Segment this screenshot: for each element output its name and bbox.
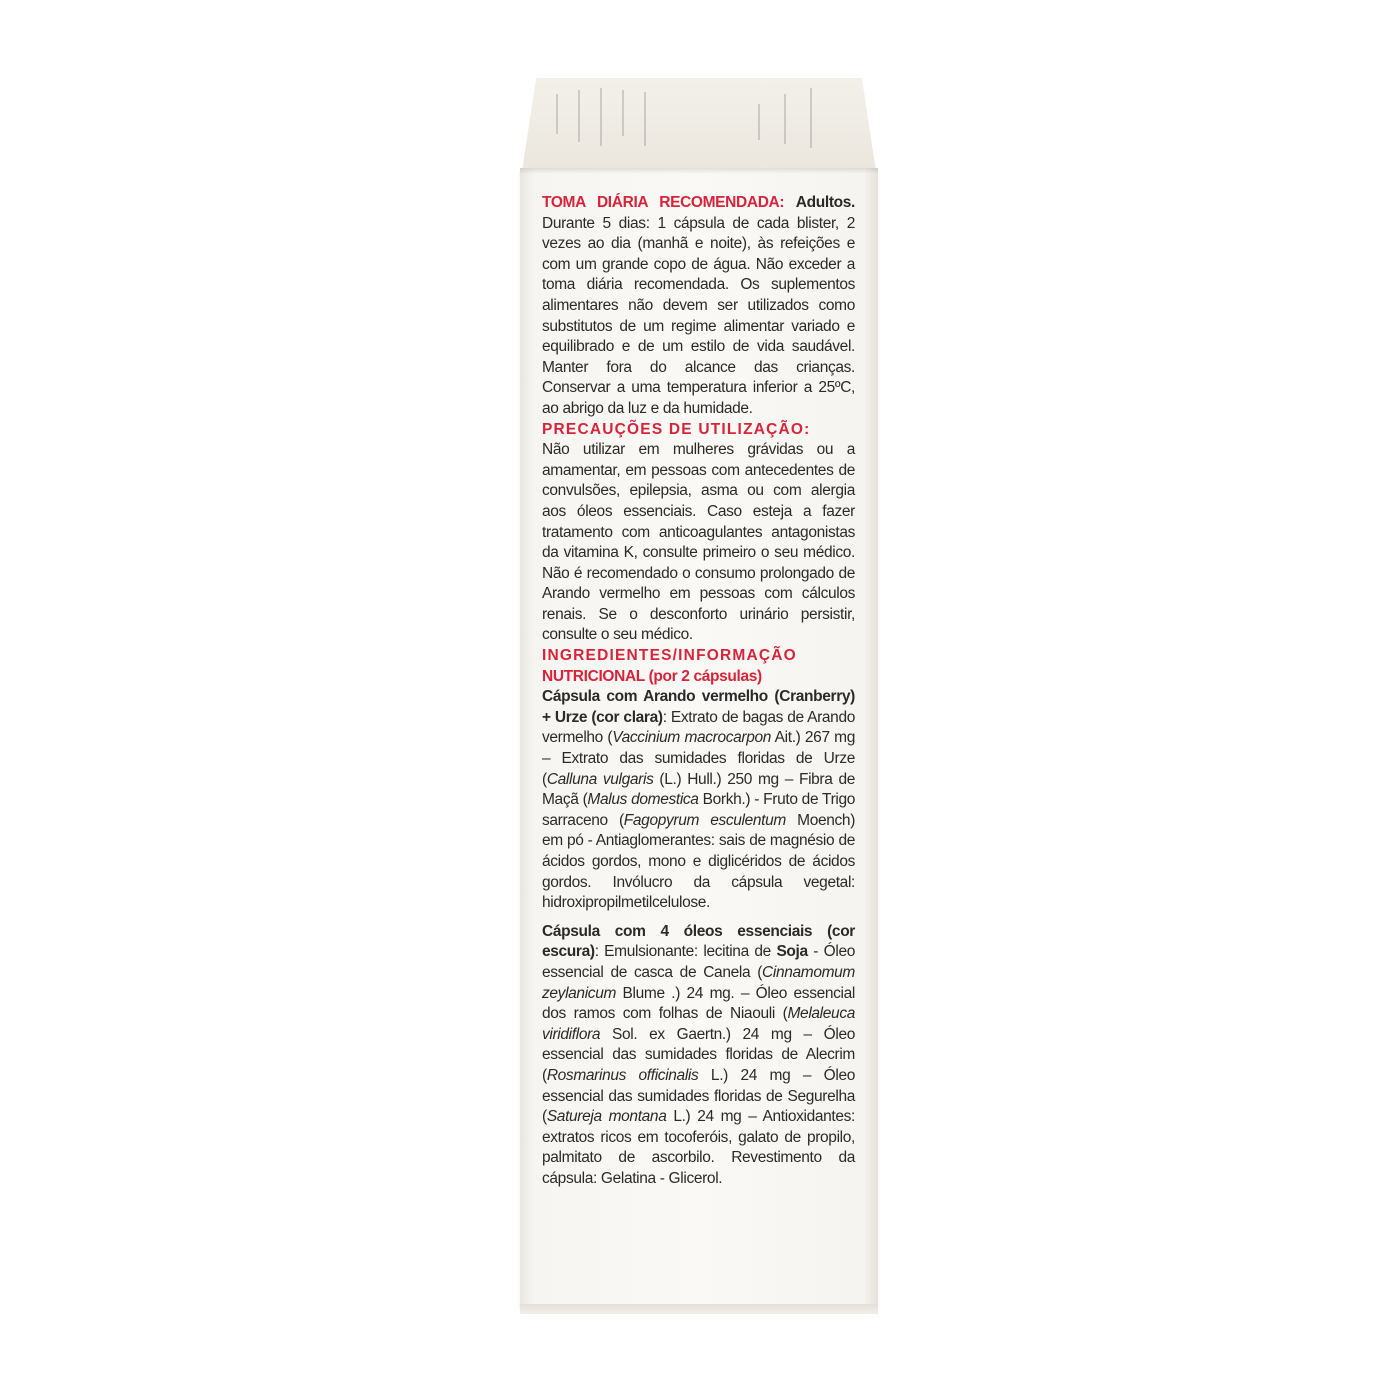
dosage-paragraph	[542, 193, 855, 420]
capsule2-text-1: : Emulsionante: lecitina de	[594, 943, 777, 961]
capsule1-text-4: Borkh.) - Fruto de Trigo sarraceno (	[542, 791, 856, 829]
capsule1-latin-4: Fagopyrum esculentum	[623, 811, 786, 829]
dosage-body: Durante 5 dias: 1 cápsula de cada blister, 2 vezes ao dia (manhã e noite), às refeições e com um grande copo de água. Não exceder a toma diária recomendada. Os suplementos alimentares não devem ser utilizados como substitutos de um regime alimentar variado e equilibrado e de um estilo de vida saudável. Manter fora do alcance das crianças. Conservar a uma temperatura inferior a 25ºC, ao abrigo da luz e da humidade.	[542, 214, 855, 417]
precautions-body: Não utilizar em mulheres grávidas ou a amamentar, em pessoas com antecedentes de convulsões, epilepsia, asma ou com alergia aos óleos essenciais. Caso esteja a fazer tratamento com anticoagulantes antagonistas da vitamina K, consulte primeiro o seu médico. Não é recomendado o consumo prolongado de Arando vermelho em pessoas com cálculos renais. Se o desconforto urinário persistir, consulte o seu médico.	[542, 441, 855, 644]
box-bottom-edge	[520, 1304, 878, 1314]
dosage-audience: Adultos.	[795, 194, 855, 211]
ingredients-subheading: NUTRICIONAL (por 2 cápsulas)	[542, 667, 762, 685]
capsule1-text-5: Moench) em pó - Antiaglomerantes: sais de magnésio de ácidos gordos, mono e diglicéridos de ácidos gordos. Invólucro da cápsula vegetal: hidroxipropilmetilcelulose.	[542, 811, 856, 912]
box-top-flap-print	[548, 84, 848, 154]
capsule1-text-3: (L.) Hull.) 250 mg – Fibra de Maçã (	[542, 770, 855, 809]
capsule2-latin-3: Rosmarinus officinalis	[546, 1066, 699, 1084]
capsule2-text-2: - Óleo essencial de casca de Canela (	[542, 943, 855, 981]
capsule1-text-2: Ait.) 267 mg – Extrato das sumidades floridas de Urze (	[542, 729, 856, 788]
capsule2-paragraph	[542, 922, 855, 1190]
capsule2-text-6: L.) 24 mg – Antioxidantes: extratos ricos em tocoferóis, galato de propilo, palmitato de ascorbilo. Revestimento da cápsula: Gelatina - Glicerol.	[542, 1108, 855, 1187]
capsule2-text-4: Sol. ex Gaertn.) 24 mg – Óleo essencial das sumidades floridas de Alecrim (	[542, 1025, 855, 1084]
capsule1-text-1: : Extrato de bagas de Arando vermelho (	[542, 708, 855, 747]
capsule1-latin-2: Calluna vulgaris	[546, 770, 654, 788]
capsule2-allergen: Soja	[776, 943, 808, 961]
capsule2-title: Cápsula com 4 óleos essenciais (cor escura)	[542, 922, 855, 961]
capsule1-paragraph	[542, 687, 855, 914]
capsule1-latin-1: Vaccinium macrocarpon	[612, 729, 772, 747]
capsule2-text-3: Blume .) 24 mg. – Óleo essencial dos ramos com folhas de Niaouli (	[542, 984, 855, 1023]
capsule2-latin-4: Satureja montana	[546, 1108, 667, 1126]
capsule2-text-5: L.) 24 mg – Óleo essencial das sumidades floridas de Segurelha (	[542, 1066, 855, 1126]
fold-shadow	[520, 168, 878, 174]
paragraph-gap	[542, 914, 855, 922]
capsule2-latin-1: Cinnamomum zeylanicum	[542, 963, 855, 1002]
capsule2-latin-2: Melaleuca viridiflora	[542, 1005, 855, 1043]
label-text	[542, 193, 855, 1190]
ingredients-heading: INGREDIENTES/INFORMAÇÃO	[542, 647, 797, 665]
capsule1-title: Cápsula com Arando vermelho (Cranberry) + Urze (cor clara)	[542, 688, 855, 726]
dosage-heading: TOMA DIÁRIA RECOMENDADA:	[542, 194, 785, 211]
capsule1-latin-3: Malus domestica	[587, 791, 699, 809]
precautions-heading: PRECAUÇÕES DE UTILIZAÇÃO:	[542, 420, 811, 438]
